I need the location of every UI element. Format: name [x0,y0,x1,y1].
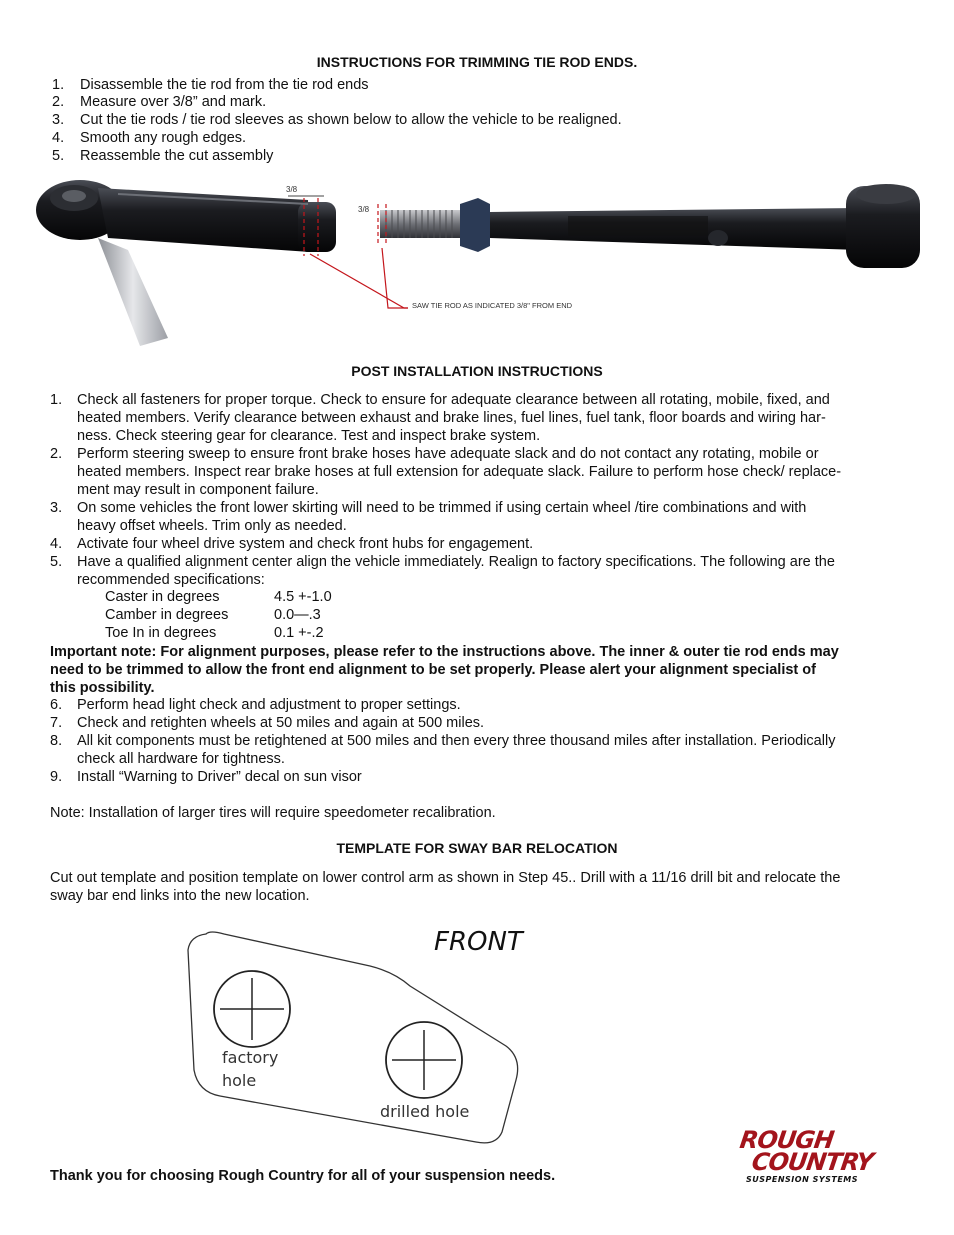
hole-label: hole [222,1071,257,1090]
item-text: Measure over 3/8” and mark. [80,94,267,110]
item-line: recommended specifications: [77,572,265,588]
spec-value: 4.5 +-1.0 [274,589,332,605]
spec-label: Camber in degrees [105,607,229,623]
item-line: heavy offset wheels. Trim only as needed. [77,518,347,534]
important-line: Important note: For alignment purposes, please refer to the instructions above. The inner & outer tie rod ends may [50,644,839,660]
rough-country-logo [738,1128,908,1190]
item-text: Disassemble the tie rod from the tie rod ends [80,77,369,93]
item-line: Perform head light check and adjustment to proper settings. [77,697,461,713]
item-line: heated members. Verify clearance between exhaust and brake lines, fuel lines, fuel tank, floor boards and wiring har- [77,410,826,426]
item-number: 1. [52,77,65,93]
item-line: On some vehicles the front lower skirting will need to be trimmed if using certain wheel /tire combinations and with [77,500,807,516]
drilled-hole [386,1022,462,1098]
item-number: 3. [52,112,65,128]
item-number: 9. [50,769,63,785]
important-line: this possibility. [50,680,155,696]
item-number: 3. [50,500,63,516]
item-line: Check and retighten wheels at 50 miles and again at 500 miles. [77,715,485,731]
thank-you-text: Thank you for choosing Rough Country for all of your suspension needs. [50,1168,556,1184]
sway-bar-template [180,920,560,1150]
outer-tie-rod-end [36,180,336,346]
post-heading: POST INSTALLATION INSTRUCTIONS [351,363,603,379]
important-line: need to be trimmed to allow the front end alignment to be set properly. Please alert your alignment specialist of [50,662,816,678]
spec-label: Caster in degrees [105,589,220,605]
item-number: 4. [50,536,63,552]
tie-rod-figure [28,168,920,348]
logo-line-rough: ROUGH [738,1126,836,1154]
item-text: Smooth any rough edges. [80,130,247,146]
template-text-line: Cut out template and position template on lower control arm as shown in Step 45.. Drill with a 11/16 drill bit and relocate the [50,870,841,886]
item-line: heated members. Inspect rear brake hoses at full extension for adequate slack. Failure to perform hose check/ replace- [77,464,842,480]
spec-value: 0.0—.3 [274,607,321,623]
spec-value: 0.1 +-.2 [274,625,324,641]
item-number: 7. [50,715,63,731]
list-item [52,76,369,94]
item-number: 4. [52,130,65,146]
callout-text: SAW TIE ROD AS INDICATED 3/8" FROM END [412,301,573,310]
speedometer-note: Note: Installation of larger tires will require speedometer recalibration. [50,805,496,821]
item-text: Cut the tie rods / tie rod sleeves as shown below to allow the vehicle to be realigned. [80,112,622,128]
list-item [52,93,267,111]
fraction-left: 3/8 [286,185,298,194]
spec-label: Toe In in degrees [105,625,217,641]
item-line: Activate four wheel drive system and check front hubs for engagement. [77,536,534,552]
item-line: ment may result in component failure. [77,482,319,498]
factory-label: factory [222,1048,279,1067]
item-number: 6. [50,697,63,713]
item-line: ness. Check steering gear for clearance. Test and inspect brake system. [77,428,541,444]
list-item [52,111,622,129]
item-line: check all hardware for tightness. [77,751,285,767]
item-number: 2. [50,446,63,462]
list-item [52,129,247,147]
fraction-right: 3/8 [358,205,370,214]
item-number: 5. [50,554,63,570]
item-line: Install “Warning to Driver” decal on sun visor [77,769,362,785]
inner-tie-rod [380,184,920,268]
front-label: FRONT [434,927,523,957]
logo-line-suspension: SUSPENSION SYSTEMS [746,1175,859,1184]
item-line: Have a qualified alignment center align the vehicle immediately. Realign to factory specifications. The following are the [77,554,835,570]
item-number: 8. [50,733,63,749]
factory-hole [214,971,290,1047]
trim-heading: INSTRUCTIONS FOR TRIMMING TIE ROD ENDS. [316,54,638,70]
item-number: 1. [50,392,63,408]
logo-line-country: COUNTRY [750,1148,875,1176]
drilled-label: drilled hole [380,1102,470,1121]
list-item [52,147,274,165]
item-number: 5. [52,148,65,164]
item-line: Check all fasteners for proper torque. Check to ensure for adequate clearance between all rotating, mobile, fixed, and [77,392,830,408]
item-line: Perform steering sweep to ensure front brake hoses have adequate slack and do not contact any rotating, mobile or [77,446,819,462]
template-text-line: sway bar end links into the new location. [50,888,310,904]
callout-lines [310,248,408,308]
template-heading: TEMPLATE FOR SWAY BAR RELOCATION [336,840,618,856]
item-line: All kit components must be retightened at 500 miles and then every three thousand miles after installation. Periodically [77,733,836,749]
item-text: Reassemble the cut assembly [80,148,274,164]
item-number: 2. [52,94,65,110]
